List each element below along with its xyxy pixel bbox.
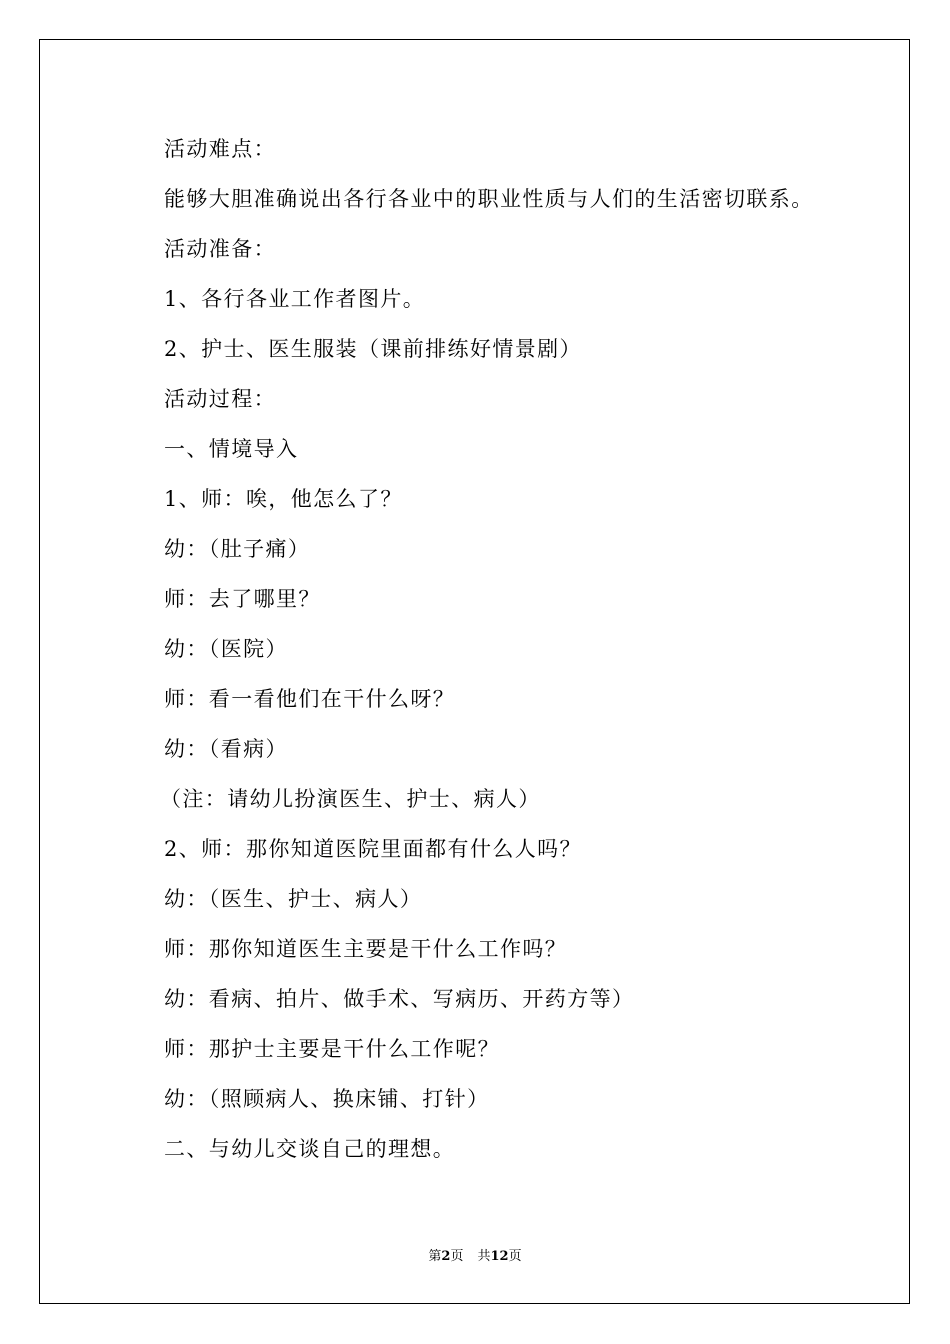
page-prefix: 第 <box>428 1249 442 1264</box>
page-footer <box>0 1248 950 1266</box>
dialogue-line: 幼：看病、拍片、做手术、写病历、开药方等） <box>164 987 635 1011</box>
dialogue-line: 师：去了哪里？ <box>164 587 321 611</box>
dialogue-line: 师：那你知道医生主要是干什么工作吗？ <box>164 937 568 961</box>
page-number: 2 <box>441 1249 451 1264</box>
dialogue-line: 幼：（照顾病人、换床铺、打针） <box>164 1087 490 1111</box>
dialogue-line: 幼：（医院） <box>164 637 288 661</box>
text-line: 2、护士、医生服装（课前排练好情景剧） <box>164 337 582 361</box>
dialogue-line: 幼：（肚子痛） <box>164 537 311 561</box>
dialogue-line: 师：看一看他们在干什么呀？ <box>164 687 456 711</box>
dialogue-line: 幼：（医生、护士、病人） <box>164 887 423 911</box>
total-pages: 12 <box>490 1249 509 1264</box>
dialogue-line: 1、师：唉，他怎么了？ <box>164 487 403 511</box>
section-heading-difficulty: 活动难点： <box>164 137 276 161</box>
total-prefix: 共 <box>477 1249 491 1264</box>
document-body <box>160 124 884 1174</box>
dialogue-line: 2、师：那你知道医院里面都有什么人吗？ <box>164 837 582 861</box>
total-suffix: 页 <box>508 1249 522 1264</box>
text-line: 能够大胆准确说出各行各业中的职业性质与人们的生活密切联系。 <box>164 187 814 211</box>
text-line: 1、各行各业工作者图片。 <box>164 287 426 311</box>
section-heading-preparation: 活动准备： <box>164 237 276 261</box>
dialogue-line: 幼：（看病） <box>164 737 288 761</box>
section-heading-process: 活动过程： <box>164 387 276 411</box>
note-line: （注：请幼儿扮演医生、护士、病人） <box>160 787 541 811</box>
subsection-heading: 一、情境导入 <box>164 437 299 461</box>
page-suffix: 页 <box>450 1249 464 1264</box>
dialogue-line: 师：那护士主要是干什么工作呢？ <box>164 1037 500 1061</box>
subsection-heading: 二、与幼儿交谈自己的理想。 <box>164 1137 456 1161</box>
